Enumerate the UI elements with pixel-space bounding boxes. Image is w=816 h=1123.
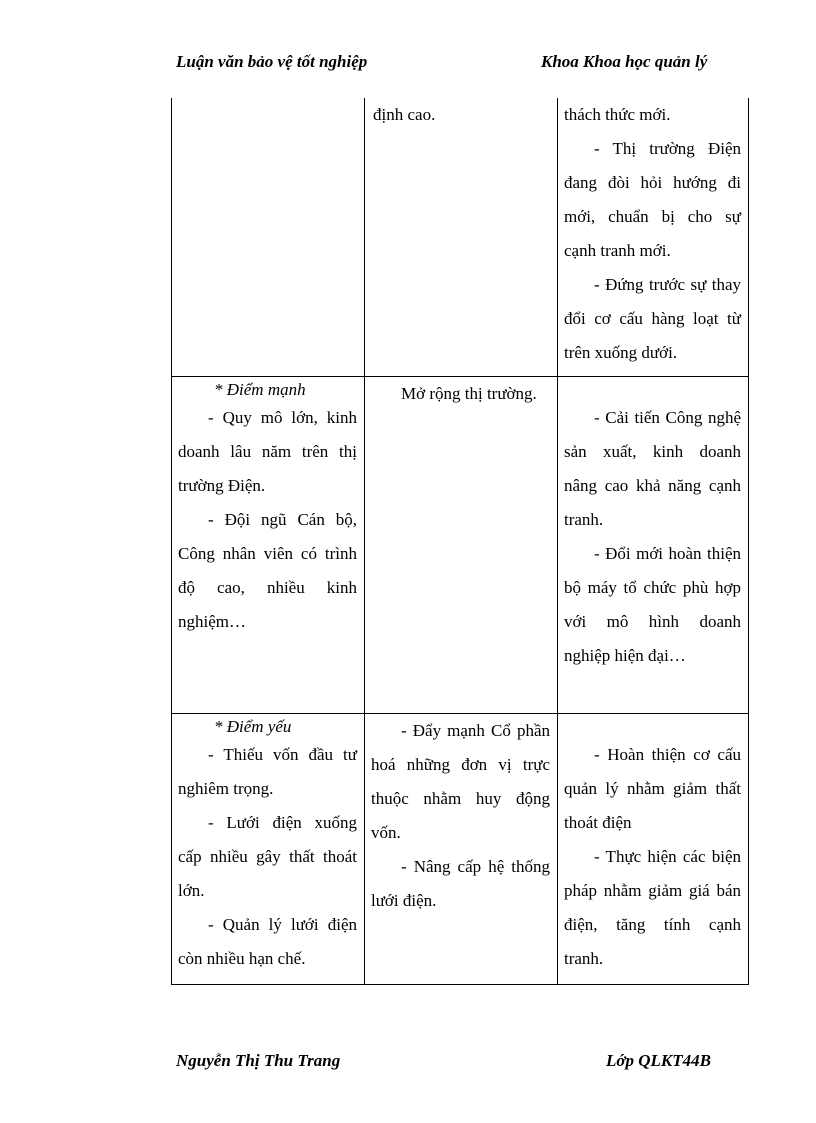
table-cell — [172, 98, 365, 377]
cell-text: - Hoàn thiện cơ cấu quản lý nhằm giảm thất thoát điện — [564, 745, 741, 832]
cell-text: - Cải tiến Công nghệ sản xuất, kinh doanh nâng cao khả năng cạnh tranh. — [564, 408, 741, 529]
cell-text: - Quản lý lưới điện còn nhiều hạn chế. — [178, 915, 357, 968]
table-cell — [365, 98, 558, 377]
table-cell — [558, 98, 749, 377]
table-row — [172, 98, 749, 377]
cell-text: - Đổi mới hoàn thiện bộ máy tổ chức phù hợp với mô hình doanh nghiệp hiện đại… — [564, 544, 741, 665]
cell-text: định cao. — [373, 105, 436, 124]
table-cell — [558, 714, 749, 985]
table-cell — [365, 377, 558, 714]
cell-text: - Quy mô lớn, kinh doanh lâu năm trên thị trường Điện. — [178, 408, 357, 495]
cell-text: - Thị trường Điện đang đòi hỏi hướng đi mới, chuẩn bị cho sự cạnh tranh mới. — [564, 139, 741, 260]
cell-text: - Đẩy mạnh Cổ phần hoá những đơn vị trực thuộc nhằm huy động vốn. — [371, 721, 550, 842]
cell-text: - Lưới điện xuống cấp nhiều gây thất thoát lớn. — [178, 813, 357, 900]
header-title-left: Luận văn bảo vệ tốt nghiệp — [176, 52, 368, 71]
cell-text: Mở rộng thị trường. — [401, 384, 537, 403]
cell-text: - Thiếu vốn đầu tư nghiêm trọng. — [178, 745, 357, 798]
cell-text: - Đội ngũ Cán bộ, Công nhân viên có trình độ cao, nhiều kinh nghiệm… — [178, 510, 357, 631]
table-cell — [172, 377, 365, 714]
table-cell — [558, 377, 749, 714]
footer-class: Lớp QLKT44B — [606, 1051, 711, 1070]
table-cell — [172, 714, 365, 985]
footer-author: Nguyễn Thị Thu Trang — [176, 1051, 341, 1070]
table-row — [172, 377, 749, 714]
cell-text: thách thức mới. — [564, 105, 671, 124]
swot-table — [171, 98, 749, 985]
cell-text: - Nâng cấp hệ thống lưới điện. — [371, 857, 550, 910]
table-row — [172, 714, 749, 985]
table-cell — [365, 714, 558, 985]
section-heading: * Điểm yếu — [214, 717, 292, 736]
header-title-right: Khoa Khoa học quản lý — [541, 52, 708, 71]
cell-text: - Thực hiện các biện pháp nhằm giảm giá bán điện, tăng tính cạnh tranh. — [564, 847, 741, 968]
cell-text: - Đứng trước sự thay đổi cơ cấu hàng loạt từ trên xuống dưới. — [564, 275, 741, 362]
section-heading: * Điểm mạnh — [214, 380, 306, 399]
